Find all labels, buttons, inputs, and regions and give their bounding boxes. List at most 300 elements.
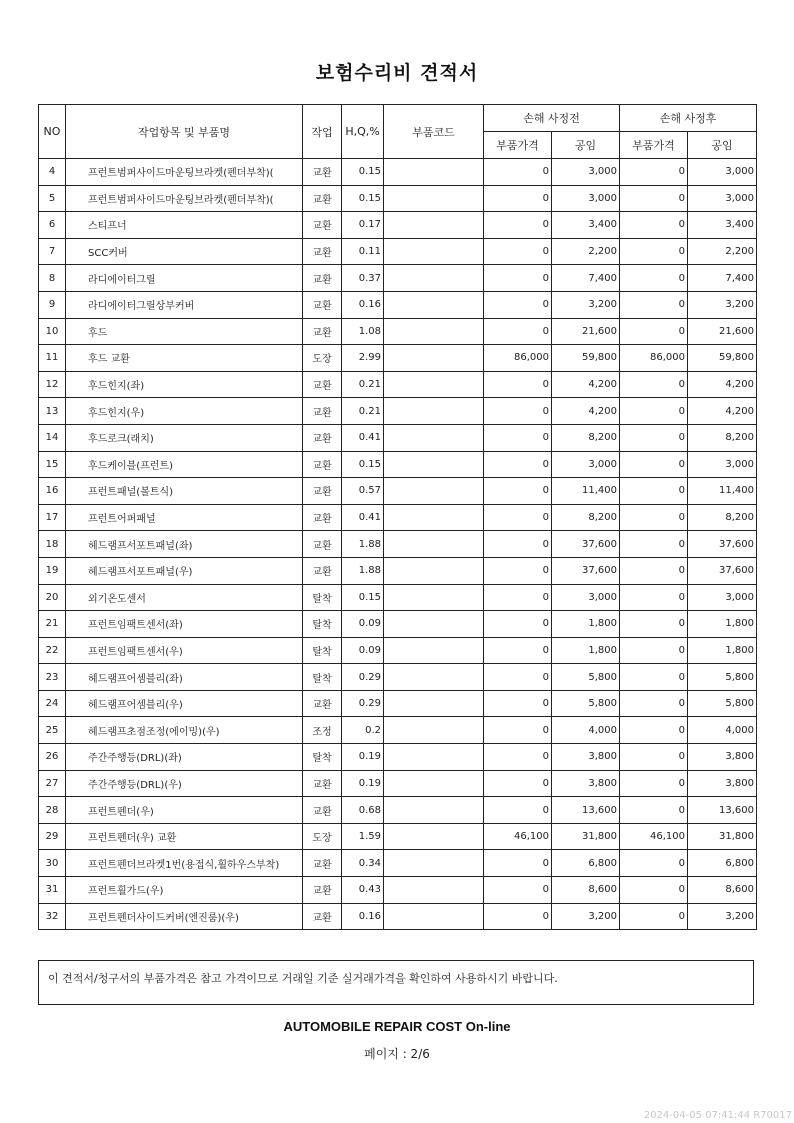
row-item-name: 후드케이블(프런트) (66, 451, 303, 478)
row-before-labor: 3,200 (552, 291, 620, 318)
row-no: 24 (39, 690, 66, 717)
table-row (39, 318, 757, 345)
row-item-name: 라디에이터그릴 (66, 265, 303, 292)
row-before-labor: 3,800 (552, 770, 620, 797)
row-hq: 0.19 (342, 770, 384, 797)
row-after-labor: 37,600 (688, 531, 757, 558)
row-before-labor: 2,200 (552, 238, 620, 265)
row-no: 15 (39, 451, 66, 478)
row-after-labor: 21,600 (688, 318, 757, 345)
row-item-name: 프런트펜더(우) (66, 797, 303, 824)
table-row (39, 690, 757, 717)
row-item-name: 스티프너 (66, 212, 303, 239)
row-hq: 0.57 (342, 478, 384, 505)
row-work-type: 조정 (303, 717, 342, 744)
row-before-labor: 6,800 (552, 850, 620, 877)
page-number: 페이지 : 2/6 (364, 1047, 430, 1061)
row-after-part-price: 0 (620, 664, 688, 691)
row-hq: 0.16 (342, 903, 384, 930)
row-item-name: 후드힌지(우) (66, 398, 303, 425)
row-after-part-price: 0 (620, 717, 688, 744)
row-after-part-price: 0 (620, 690, 688, 717)
row-after-labor: 3,000 (688, 451, 757, 478)
row-before-part-price: 0 (484, 690, 552, 717)
row-no: 28 (39, 797, 66, 824)
row-after-part-price: 0 (620, 557, 688, 584)
row-before-part-price: 0 (484, 770, 552, 797)
row-work-type: 교환 (303, 690, 342, 717)
row-work-type: 교환 (303, 451, 342, 478)
header-hq: H,Q,% (342, 105, 384, 159)
table-header (39, 105, 757, 159)
row-work-type: 탈착 (303, 637, 342, 664)
row-after-labor: 8,200 (688, 504, 757, 531)
header-no: NO (39, 105, 66, 159)
row-item-name: 프런트펜더브라켓1번(용접식,휠하우스부착) (66, 850, 303, 877)
row-before-labor: 37,600 (552, 531, 620, 558)
row-no: 26 (39, 744, 66, 771)
header-item: 작업항목 및 부품명 (66, 105, 303, 159)
row-no: 10 (39, 318, 66, 345)
row-part-code (384, 531, 484, 558)
row-after-labor: 5,800 (688, 664, 757, 691)
row-before-part-price: 0 (484, 717, 552, 744)
table-row (39, 717, 757, 744)
row-after-labor: 2,200 (688, 238, 757, 265)
table-row (39, 291, 757, 318)
row-work-type: 탈착 (303, 584, 342, 611)
row-part-code (384, 664, 484, 691)
price-notice: 이 견적서/청구서의 부품가격은 참고 가격이므로 거래일 기준 실거래가격을 확인하여 사용하시기 바랍니다. (38, 960, 754, 1005)
row-hq: 0.15 (342, 584, 384, 611)
row-after-part-price: 0 (620, 451, 688, 478)
row-after-labor: 3,400 (688, 212, 757, 239)
row-work-type: 교환 (303, 877, 342, 904)
header-after-adjustment: 손해 사정후 (620, 105, 757, 132)
row-after-part-price: 0 (620, 584, 688, 611)
row-after-labor: 4,200 (688, 371, 757, 398)
row-no: 9 (39, 291, 66, 318)
row-part-code (384, 159, 484, 186)
header-before-labor: 공임 (552, 132, 620, 159)
table-row (39, 185, 757, 212)
row-before-part-price: 0 (484, 318, 552, 345)
row-before-labor: 13,600 (552, 797, 620, 824)
row-after-labor: 3,200 (688, 291, 757, 318)
row-before-labor: 5,800 (552, 690, 620, 717)
row-after-part-price: 0 (620, 903, 688, 930)
row-part-code (384, 797, 484, 824)
row-hq: 0.21 (342, 398, 384, 425)
row-before-part-price: 0 (484, 185, 552, 212)
row-part-code (384, 903, 484, 930)
row-no: 18 (39, 531, 66, 558)
row-work-type: 교환 (303, 238, 342, 265)
row-part-code (384, 291, 484, 318)
row-before-part-price: 0 (484, 478, 552, 505)
row-part-code (384, 877, 484, 904)
row-before-part-price: 86,000 (484, 345, 552, 372)
row-before-part-price: 0 (484, 877, 552, 904)
row-no: 14 (39, 424, 66, 451)
row-work-type: 교환 (303, 478, 342, 505)
row-before-labor: 4,000 (552, 717, 620, 744)
row-item-name: 헤드램프서포트패널(좌) (66, 531, 303, 558)
row-before-labor: 8,200 (552, 504, 620, 531)
table-row (39, 557, 757, 584)
row-after-labor: 31,800 (688, 823, 757, 850)
row-after-part-price: 0 (620, 318, 688, 345)
row-before-part-price: 0 (484, 424, 552, 451)
row-after-part-price: 0 (620, 637, 688, 664)
row-before-labor: 4,200 (552, 398, 620, 425)
row-after-part-price: 86,000 (620, 345, 688, 372)
row-part-code (384, 451, 484, 478)
row-after-labor: 11,400 (688, 478, 757, 505)
row-part-code (384, 318, 484, 345)
row-hq: 0.68 (342, 797, 384, 824)
row-after-part-price: 0 (620, 504, 688, 531)
row-before-labor: 3,000 (552, 584, 620, 611)
row-part-code (384, 265, 484, 292)
row-hq: 0.2 (342, 717, 384, 744)
row-hq: 0.09 (342, 611, 384, 638)
table-row (39, 611, 757, 638)
row-before-part-price: 0 (484, 850, 552, 877)
row-work-type: 도장 (303, 345, 342, 372)
row-hq: 0.21 (342, 371, 384, 398)
row-part-code (384, 637, 484, 664)
row-after-labor: 13,600 (688, 797, 757, 824)
row-hq: 0.16 (342, 291, 384, 318)
table-body (39, 159, 757, 930)
row-before-labor: 31,800 (552, 823, 620, 850)
header-after-part-price: 부품가격 (620, 132, 688, 159)
row-before-labor: 8,200 (552, 424, 620, 451)
row-work-type: 교환 (303, 557, 342, 584)
row-work-type: 교환 (303, 318, 342, 345)
row-hq: 1.88 (342, 557, 384, 584)
row-no: 12 (39, 371, 66, 398)
row-before-part-price: 0 (484, 451, 552, 478)
row-after-labor: 59,800 (688, 345, 757, 372)
row-hq: 1.08 (342, 318, 384, 345)
row-before-part-price: 0 (484, 159, 552, 186)
row-after-part-price: 0 (620, 611, 688, 638)
row-work-type: 탈착 (303, 664, 342, 691)
table-row (39, 850, 757, 877)
row-before-labor: 3,000 (552, 159, 620, 186)
document-title: 보험수리비 견적서 (315, 62, 479, 84)
row-after-labor: 5,800 (688, 690, 757, 717)
row-after-part-price: 0 (620, 770, 688, 797)
row-before-part-price: 0 (484, 664, 552, 691)
row-item-name: 후드로크(래치) (66, 424, 303, 451)
row-before-part-price: 0 (484, 903, 552, 930)
row-hq: 0.15 (342, 451, 384, 478)
row-part-code (384, 557, 484, 584)
row-part-code (384, 345, 484, 372)
row-part-code (384, 850, 484, 877)
row-before-labor: 21,600 (552, 318, 620, 345)
row-item-name: 헤드램프어셈블리(우) (66, 690, 303, 717)
row-part-code (384, 690, 484, 717)
estimate-table (38, 104, 757, 930)
row-before-part-price: 0 (484, 265, 552, 292)
table-row (39, 664, 757, 691)
row-work-type: 교환 (303, 265, 342, 292)
row-after-part-price: 0 (620, 238, 688, 265)
row-after-labor: 3,000 (688, 584, 757, 611)
header-before-adjustment: 손해 사정전 (484, 105, 620, 132)
row-work-type: 교환 (303, 291, 342, 318)
row-before-part-price: 0 (484, 371, 552, 398)
row-no: 5 (39, 185, 66, 212)
row-item-name: 후드 교환 (66, 345, 303, 372)
row-item-name: 주간주행등(DRL)(좌) (66, 744, 303, 771)
row-item-name: 프런트펜더(우) 교환 (66, 823, 303, 850)
row-work-type: 교환 (303, 371, 342, 398)
row-after-part-price: 0 (620, 478, 688, 505)
row-part-code (384, 823, 484, 850)
table-row (39, 345, 757, 372)
row-hq: 0.17 (342, 212, 384, 239)
row-after-labor: 4,000 (688, 717, 757, 744)
row-before-labor: 3,400 (552, 212, 620, 239)
row-after-part-price: 0 (620, 531, 688, 558)
row-after-part-price: 0 (620, 398, 688, 425)
row-item-name: 프런트범퍼사이드마운팅브라켓(펜더부착)( (66, 185, 303, 212)
row-item-name: 프런트패널(볼트식) (66, 478, 303, 505)
row-after-labor: 4,200 (688, 398, 757, 425)
row-before-labor: 59,800 (552, 345, 620, 372)
row-after-part-price: 0 (620, 850, 688, 877)
row-after-labor: 3,000 (688, 159, 757, 186)
row-work-type: 도장 (303, 823, 342, 850)
brand-footer: AUTOMOBILE REPAIR COST On-line (283, 1019, 511, 1034)
row-after-labor: 1,800 (688, 611, 757, 638)
table-row (39, 478, 757, 505)
row-before-labor: 5,800 (552, 664, 620, 691)
row-no: 23 (39, 664, 66, 691)
row-part-code (384, 504, 484, 531)
row-work-type: 교환 (303, 424, 342, 451)
row-before-part-price: 0 (484, 611, 552, 638)
row-hq: 0.11 (342, 238, 384, 265)
row-after-part-price: 0 (620, 212, 688, 239)
row-no: 22 (39, 637, 66, 664)
row-hq: 1.88 (342, 531, 384, 558)
row-item-name: 프런트임팩트센서(우) (66, 637, 303, 664)
row-work-type: 교환 (303, 903, 342, 930)
table-row (39, 531, 757, 558)
row-item-name: 프런트범퍼사이드마운팅브라켓(펜더부착)( (66, 159, 303, 186)
table-row (39, 504, 757, 531)
row-work-type: 교환 (303, 850, 342, 877)
row-before-part-price: 0 (484, 557, 552, 584)
row-item-name: 헤드램프초점조정(에이밍)(우) (66, 717, 303, 744)
row-item-name: 후드힌지(좌) (66, 371, 303, 398)
row-item-name: 헤드램프어셈블리(좌) (66, 664, 303, 691)
row-before-labor: 3,000 (552, 451, 620, 478)
row-before-part-price: 0 (484, 637, 552, 664)
row-before-part-price: 0 (484, 212, 552, 239)
row-after-labor: 3,000 (688, 185, 757, 212)
table-row (39, 584, 757, 611)
row-item-name: 주간주행등(DRL)(우) (66, 770, 303, 797)
row-hq: 0.43 (342, 877, 384, 904)
row-work-type: 교환 (303, 797, 342, 824)
row-after-part-price: 0 (620, 424, 688, 451)
row-after-labor: 8,200 (688, 424, 757, 451)
row-hq: 0.19 (342, 744, 384, 771)
row-item-name: 프런트어퍼패널 (66, 504, 303, 531)
row-before-labor: 3,200 (552, 903, 620, 930)
row-no: 25 (39, 717, 66, 744)
row-item-name: 후드 (66, 318, 303, 345)
row-after-part-price: 0 (620, 159, 688, 186)
row-before-labor: 1,800 (552, 611, 620, 638)
row-before-labor: 11,400 (552, 478, 620, 505)
table-row (39, 744, 757, 771)
row-after-labor: 3,800 (688, 744, 757, 771)
row-before-labor: 3,800 (552, 744, 620, 771)
row-no: 21 (39, 611, 66, 638)
row-no: 19 (39, 557, 66, 584)
row-part-code (384, 238, 484, 265)
row-after-labor: 3,200 (688, 903, 757, 930)
row-before-part-price: 0 (484, 504, 552, 531)
row-hq: 0.29 (342, 664, 384, 691)
row-no: 6 (39, 212, 66, 239)
row-part-code (384, 371, 484, 398)
row-after-labor: 8,600 (688, 877, 757, 904)
row-hq: 0.34 (342, 850, 384, 877)
row-before-labor: 37,600 (552, 557, 620, 584)
row-after-part-price: 0 (620, 265, 688, 292)
row-part-code (384, 185, 484, 212)
table-row (39, 797, 757, 824)
row-item-name: SCC커버 (66, 238, 303, 265)
row-no: 16 (39, 478, 66, 505)
row-before-labor: 1,800 (552, 637, 620, 664)
row-part-code (384, 611, 484, 638)
header-work: 작업 (303, 105, 342, 159)
row-item-name: 헤드램프서포트패널(우) (66, 557, 303, 584)
row-after-part-price: 0 (620, 797, 688, 824)
row-hq: 0.15 (342, 159, 384, 186)
row-work-type: 교환 (303, 159, 342, 186)
row-no: 20 (39, 584, 66, 611)
row-hq: 1.59 (342, 823, 384, 850)
print-timestamp: 2024-04-05 07:41:44 R70017 (643, 1110, 792, 1121)
row-work-type: 교환 (303, 770, 342, 797)
row-no: 30 (39, 850, 66, 877)
row-after-part-price: 46,100 (620, 823, 688, 850)
table-row (39, 424, 757, 451)
row-no: 7 (39, 238, 66, 265)
row-hq: 2.99 (342, 345, 384, 372)
row-hq: 0.09 (342, 637, 384, 664)
row-part-code (384, 744, 484, 771)
row-after-labor: 3,800 (688, 770, 757, 797)
row-before-labor: 3,000 (552, 185, 620, 212)
header-before-part-price: 부품가격 (484, 132, 552, 159)
row-part-code (384, 398, 484, 425)
row-work-type: 탈착 (303, 744, 342, 771)
row-item-name: 외기온도센서 (66, 584, 303, 611)
row-hq: 0.41 (342, 424, 384, 451)
header-part-code: 부품코드 (384, 105, 484, 159)
row-after-labor: 37,600 (688, 557, 757, 584)
row-part-code (384, 212, 484, 239)
row-hq: 0.37 (342, 265, 384, 292)
row-work-type: 교환 (303, 185, 342, 212)
table-row (39, 238, 757, 265)
table-row (39, 770, 757, 797)
row-before-part-price: 0 (484, 797, 552, 824)
row-work-type: 교환 (303, 398, 342, 425)
row-no: 29 (39, 823, 66, 850)
row-no: 8 (39, 265, 66, 292)
row-before-part-price: 0 (484, 531, 552, 558)
table-row (39, 903, 757, 930)
row-hq: 0.29 (342, 690, 384, 717)
row-work-type: 교환 (303, 531, 342, 558)
row-no: 11 (39, 345, 66, 372)
row-no: 17 (39, 504, 66, 531)
table-row (39, 877, 757, 904)
row-item-name: 라디에이터그릴상부커버 (66, 291, 303, 318)
row-hq: 0.41 (342, 504, 384, 531)
row-before-part-price: 0 (484, 291, 552, 318)
row-part-code (384, 770, 484, 797)
row-item-name: 프런트휠가드(우) (66, 877, 303, 904)
table-row (39, 159, 757, 186)
row-before-labor: 8,600 (552, 877, 620, 904)
row-no: 31 (39, 877, 66, 904)
row-before-part-price: 46,100 (484, 823, 552, 850)
row-before-part-price: 0 (484, 744, 552, 771)
row-no: 13 (39, 398, 66, 425)
row-work-type: 탈착 (303, 611, 342, 638)
row-before-labor: 7,400 (552, 265, 620, 292)
table-row (39, 398, 757, 425)
table-row (39, 265, 757, 292)
table-row (39, 637, 757, 664)
row-work-type: 교환 (303, 212, 342, 239)
table-row (39, 212, 757, 239)
row-no: 32 (39, 903, 66, 930)
header-after-labor: 공임 (688, 132, 757, 159)
table-row (39, 823, 757, 850)
row-after-part-price: 0 (620, 877, 688, 904)
row-before-part-price: 0 (484, 398, 552, 425)
row-after-part-price: 0 (620, 185, 688, 212)
table-row (39, 451, 757, 478)
row-item-name: 프런트임팩트센서(좌) (66, 611, 303, 638)
row-part-code (384, 424, 484, 451)
row-work-type: 교환 (303, 504, 342, 531)
row-after-labor: 1,800 (688, 637, 757, 664)
row-item-name: 프런트펜더사이드커버(엔진룸)(우) (66, 903, 303, 930)
row-before-part-price: 0 (484, 238, 552, 265)
row-no: 27 (39, 770, 66, 797)
row-after-part-price: 0 (620, 291, 688, 318)
row-hq: 0.15 (342, 185, 384, 212)
row-after-part-price: 0 (620, 371, 688, 398)
row-part-code (384, 717, 484, 744)
